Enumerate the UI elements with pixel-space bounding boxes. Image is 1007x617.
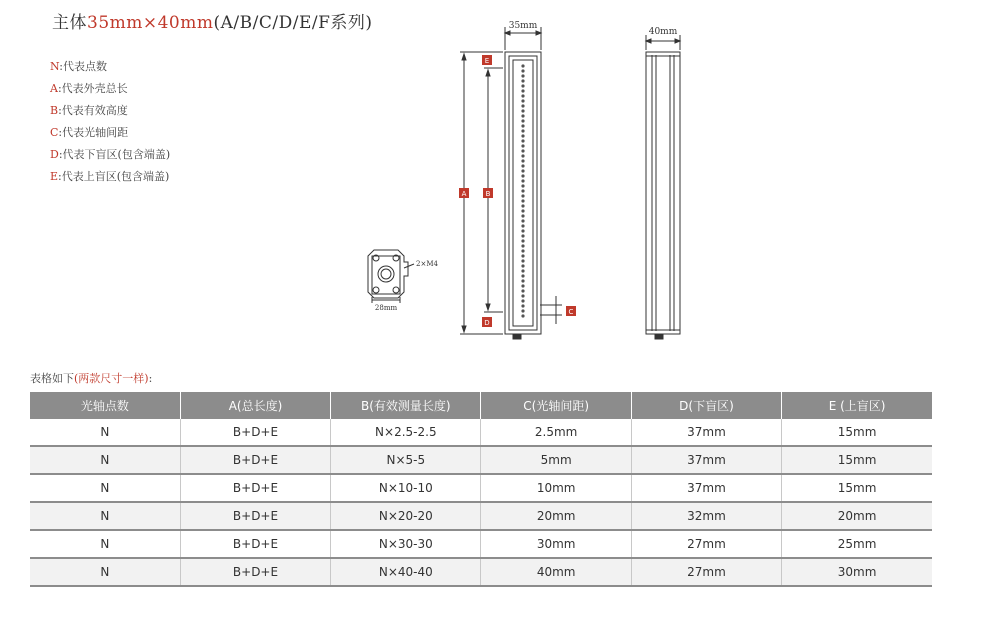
title-size: 35mm×40mm (87, 13, 214, 33)
led-dot (521, 104, 524, 107)
led-dot (521, 209, 524, 212)
mount-bracket-view (368, 250, 414, 303)
table-cell: 37mm (631, 446, 781, 474)
legend-text: :代表上盲区(包含端盖) (58, 170, 170, 183)
led-dot (521, 259, 524, 262)
led-dot (521, 114, 524, 117)
legend-key: B (50, 104, 59, 117)
led-dot (521, 314, 524, 317)
marker-b (483, 188, 493, 198)
led-dot (521, 69, 524, 72)
title-suffix: (A/B/C/D/E/F系列) (213, 13, 373, 33)
led-dot (521, 269, 524, 272)
led-dot (521, 144, 524, 147)
led-dot (521, 304, 524, 307)
led-dot (521, 154, 524, 157)
led-dot (521, 149, 524, 152)
legend-key: D (50, 148, 59, 161)
table-cell: 5mm (481, 446, 631, 474)
marker-c (566, 306, 576, 316)
led-dot (521, 109, 524, 112)
led-dot (521, 274, 524, 277)
table-caption (30, 370, 152, 386)
table-cell: 25mm (782, 530, 932, 558)
legend-key: E (50, 170, 59, 183)
legend-text: :代表有效高度 (58, 104, 128, 117)
led-dot (521, 229, 524, 232)
led-dot (521, 79, 524, 82)
caption-note: (两款尺寸一样) (74, 372, 149, 385)
table-cell: B+D+E (180, 530, 330, 558)
header-top-blind: E (上盲区) (782, 392, 932, 419)
led-dot (521, 299, 524, 302)
table-cell: 20mm (481, 502, 631, 530)
led-dot (521, 279, 524, 282)
marker-e-label: E (484, 57, 490, 65)
table-cell: N×10-10 (331, 474, 481, 502)
mount-hole-label: 2×M4 (416, 260, 438, 268)
table-row (30, 530, 932, 558)
led-dot (521, 129, 524, 132)
table-row (30, 502, 932, 530)
table-row (30, 474, 932, 502)
table-cell: 15mm (782, 419, 932, 446)
table-cell: N×20-20 (331, 502, 481, 530)
table-cell: 40mm (481, 558, 631, 586)
led-dot (521, 219, 524, 222)
led-dot (521, 99, 524, 102)
table-cell: B+D+E (180, 446, 330, 474)
marker-d-label: D (484, 319, 490, 327)
led-dot (521, 184, 524, 187)
marker-d (482, 317, 492, 327)
header-bottom-blind: D(下盲区) (631, 392, 781, 419)
front-view (460, 27, 562, 339)
caption-prefix: 表格如下 (30, 372, 74, 385)
marker-e (482, 55, 492, 65)
table-header-row (30, 392, 932, 419)
table-cell: 37mm (631, 419, 781, 446)
legend-text: :代表外壳总长 (57, 82, 128, 95)
marker-b-label: B (485, 190, 491, 198)
led-dot (521, 159, 524, 162)
led-dot (521, 169, 524, 172)
table-row (30, 446, 932, 474)
spec-table (30, 392, 932, 587)
led-dot (521, 264, 524, 267)
table-cell: N (30, 530, 180, 558)
table-cell: N×30-30 (331, 530, 481, 558)
table-cell: N (30, 474, 180, 502)
led-dot (521, 84, 524, 87)
table-row (30, 558, 932, 586)
table-cell: N (30, 419, 180, 446)
table-cell: B+D+E (180, 558, 330, 586)
led-dot (521, 234, 524, 237)
side-view (646, 35, 680, 339)
led-dot (521, 244, 524, 247)
led-dot (521, 139, 524, 142)
header-axis-spacing: C(光轴间距) (481, 392, 631, 419)
led-dot (521, 204, 524, 207)
legend-text: :代表下盲区(包含端盖) (58, 148, 171, 161)
led-dot (521, 64, 524, 67)
table-cell: B+D+E (180, 502, 330, 530)
table-cell: N×40-40 (331, 558, 481, 586)
mount-width-label: 28mm (374, 304, 398, 312)
led-dot (521, 189, 524, 192)
led-dot (521, 199, 524, 202)
led-dot (521, 164, 524, 167)
led-dot (521, 284, 524, 287)
led-dot (521, 174, 524, 177)
table-cell: 15mm (782, 474, 932, 502)
table-cell: 30mm (481, 530, 631, 558)
table-cell: N (30, 502, 180, 530)
led-dot (521, 94, 524, 97)
header-effective-length: B(有效测量长度) (331, 392, 481, 419)
led-dot (521, 119, 524, 122)
led-dot (521, 134, 524, 137)
led-dot (521, 224, 524, 227)
led-dot (521, 249, 524, 252)
led-dot (521, 179, 524, 182)
table-cell: 27mm (631, 558, 781, 586)
title-prefix: 主体 (52, 13, 87, 33)
table-cell: 15mm (782, 446, 932, 474)
table-cell: 10mm (481, 474, 631, 502)
marker-a (459, 188, 469, 198)
legend-text: :代表点数 (59, 60, 107, 73)
led-dot (521, 214, 524, 217)
header-total-length: A(总长度) (180, 392, 330, 419)
table-cell: B+D+E (180, 474, 330, 502)
led-dot (521, 124, 524, 127)
led-dot (521, 309, 524, 312)
table-cell: 37mm (631, 474, 781, 502)
legend-key: A (50, 82, 58, 95)
table-cell: 2.5mm (481, 419, 631, 446)
led-dot (521, 74, 524, 77)
side-width-label: 40mm (648, 27, 678, 37)
table-cell: 32mm (631, 502, 781, 530)
marker-a-label: A (461, 190, 467, 198)
table-row (30, 419, 932, 446)
legend-key: C (50, 126, 59, 139)
table-cell: N×5-5 (331, 446, 481, 474)
table-cell: 27mm (631, 530, 781, 558)
table-cell: N (30, 446, 180, 474)
header-points: 光轴点数 (30, 392, 180, 419)
led-dot (521, 239, 524, 242)
caption-suffix: : (148, 372, 153, 385)
legend-key: N (50, 60, 60, 73)
table-cell: N (30, 558, 180, 586)
legend-text: :代表光轴间距 (58, 126, 129, 139)
led-dot (521, 294, 524, 297)
table-cell: 30mm (782, 558, 932, 586)
front-width-label: 35mm (508, 21, 538, 31)
table-cell: N×2.5-2.5 (331, 419, 481, 446)
led-dot (521, 289, 524, 292)
table-cell: B+D+E (180, 419, 330, 446)
led-dot (521, 89, 524, 92)
led-dot (521, 194, 524, 197)
marker-c-label: C (568, 308, 574, 316)
table-cell: 20mm (782, 502, 932, 530)
led-dot (521, 254, 524, 257)
